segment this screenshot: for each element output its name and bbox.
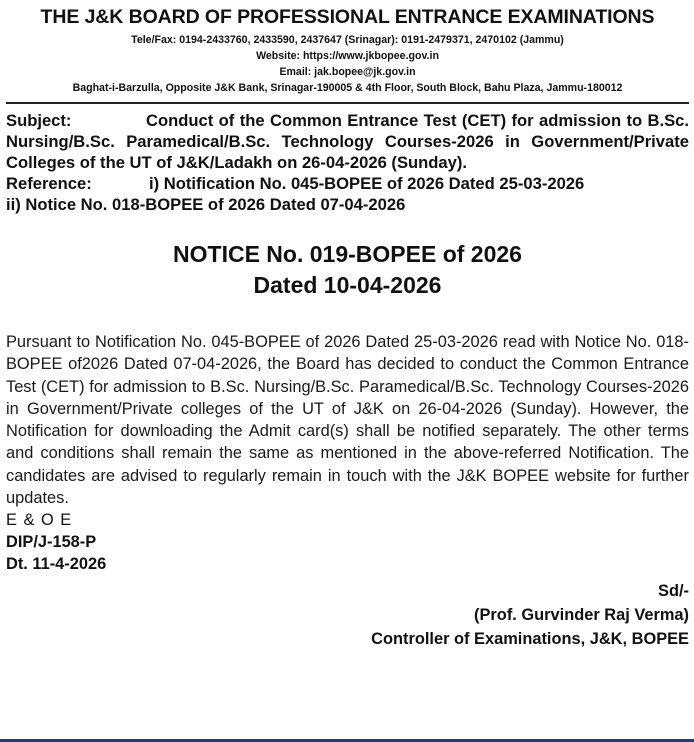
reference-label: Reference: <box>6 174 92 193</box>
subject-text: Conduct of the Common Entrance Test (CET) for admission to B.Sc. Nursing/B.Sc. Paramedical/B.Sc. Technology Courses-2026 in Government/Private Colleges of the UT of J&K/Ladakh on 26-04-2026 (Sunday). <box>6 111 689 172</box>
website-line: Website: https://www.jkbopee.gov.in <box>256 50 439 62</box>
organization-title: THE J&K BOARD OF PROFESSIONAL ENTRANCE EXAMINATIONS <box>40 6 655 28</box>
dip-date: Dt. 11-4-2026 <box>6 555 107 574</box>
signature-sd: Sd/- <box>658 582 689 601</box>
address-line: Baghat-i-Barzulla, Opposite J&K Bank, Srinagar-190005 & 4th Floor, South Block, Bahu Plaza, Jammu-180012 <box>72 82 623 94</box>
reference-item-1: i) Notification No. 045-BOPEE of 2026 Dated 25-03-2026 <box>149 174 585 193</box>
notice-date: Dated 10-04-2026 <box>253 272 442 298</box>
notice-body: Pursuant to Notification No. 045-BOPEE of 2026 Dated 25-03-2026 read with Notice No. 018- BOPEE of2026 Dated 07-04-2026, the Board has decided to conduct the Common Entrance Test (CET) for admission to B.Sc. Nursing/B.Sc. Paramedical/B.Sc. Technology Courses-2026 in Government/Private colleges of the UT of J&K on 26-04-2026 (Sunday). However, the Notification for downloading the Admit card(s) shall be notified separately. The other terms and conditions shall remain the same as mentioned in the above-referred Notification. The candidates are advised to regularly remain in touch with the J&K BOPEE website for further updates. <box>6 333 689 508</box>
signatory-designation: Controller of Examinations, J&K, BOPEE <box>371 630 689 649</box>
telefax-line: Tele/Fax: 0194-2433760, 2433590, 2437647 (Srinagar): 0191-2479371, 2470102 (Jammu) <box>131 34 564 46</box>
email-line: Email: jak.bopee@jk.gov.in <box>279 66 416 78</box>
dip-number: DIP/J-158-P <box>6 533 97 552</box>
eoe-mark: E & O E <box>6 511 73 530</box>
reference-line-1 <box>6 173 689 194</box>
signatory-name: (Prof. Gurvinder Raj Verma) <box>474 606 689 625</box>
reference-item-2: ii) Notice No. 018-BOPEE of 2026 Dated 07-04-2026 <box>6 195 406 214</box>
header-divider <box>6 102 689 104</box>
reference-line-2 <box>6 194 689 215</box>
notice-number: NOTICE No. 019-BOPEE of 2026 <box>173 241 522 267</box>
subject-label: Subject: <box>6 111 72 130</box>
subject-block <box>6 110 689 173</box>
